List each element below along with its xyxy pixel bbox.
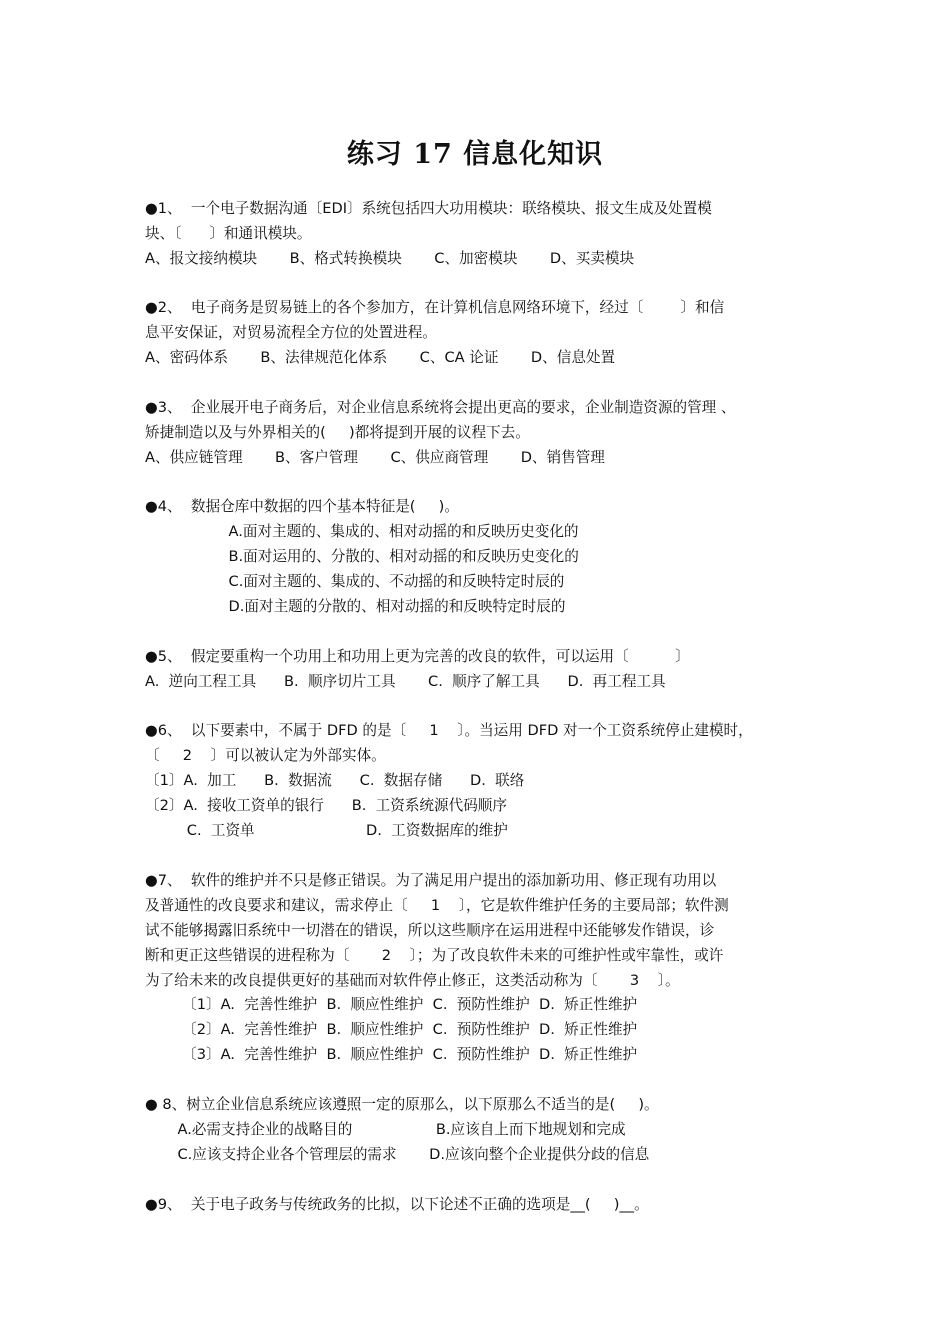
question-7-sub-1-options: 〔1〕A. 完善性维护 B. 顺应性维护 C. 预防性维护 D. 矫正性维护 — [145, 996, 638, 1013]
question-5-line-1: ●5、 假定要重构一个功用上和功用上更为完善的改良的软件，可以运用〔 〕 — [145, 648, 690, 665]
question-6-line-2: 〔 2 〕可以被认定为外部实体。 — [145, 747, 386, 764]
question-2-options: A、密码体系 B、法律规范化体系 C、CA 论证 D、信息处置 — [145, 349, 616, 366]
question-7-line-5: 为了给未来的改良提供更好的基础而对软件停止修正，这类活动称为〔 3 〕。 — [145, 972, 680, 989]
question-7-line-3: 试不能够揭露旧系统中一切潜在的错误，所以这些顺序在运用进程中还能够发作错误，诊 — [145, 922, 715, 939]
question-4-option-a: A.面对主题的、集成的、相对动摇的和反映历史变化的 — [145, 523, 579, 540]
question-9-line-1: ●9、 关于电子政务与传统政务的比拟，以下论述不正确的选项是__( )__。 — [145, 1196, 649, 1213]
question-2-line-2: 息平安保证，对贸易流程全方位的处置进程。 — [145, 324, 437, 341]
question-8-options-row-2: C.应该支持企业各个管理层的需求 D.应该向整个企业提供分歧的信息 — [145, 1146, 650, 1163]
question-1-options: A、报文接纳模块 B、格式转换模块 C、加密模块 D、买卖模块 — [145, 250, 635, 267]
page-title: 练习 17 信息化知识 — [346, 139, 604, 170]
question-4-option-c: C.面对主题的、集成的、不动摇的和反映特定时辰的 — [145, 573, 565, 590]
question-2-line-1: ●2、 电子商务是贸易链上的各个参加方，在计算机信息网络环境下，经过〔 〕和信 — [145, 299, 725, 316]
question-6-line-1: ●6、 以下要素中，不属于 DFD 的是〔 1 〕。当运用 DFD 对一个工资系统停止建模时， — [145, 722, 753, 739]
question-7-sub-2-options: 〔2〕A. 完善性维护 B. 顺应性维护 C. 预防性维护 D. 矫正性维护 — [145, 1021, 638, 1038]
question-3-options: A、供应链管理 B、客户管理 C、供应商管理 D、销售管理 — [145, 449, 605, 466]
question-3-line-2: 矫捷制造以及与外界相关的( )都将提到开展的议程下去。 — [145, 424, 530, 441]
question-6-sub-1-options: 〔1〕A. 加工 B. 数据流 C. 数据存储 D. 联络 — [145, 772, 525, 789]
question-1-line-1: ●1、 一个电子数据沟通〔EDI〕系统包括四大功用模块：联络模块、报文生成及处置模 — [145, 200, 712, 217]
question-6-sub-2-options-row-2: C. 工资单 D. 工资数据库的维护 — [145, 822, 508, 839]
question-5-options: A. 逆向工程工具 B. 顺序切片工具 C. 顺序了解工具 D. 再工程工具 — [145, 673, 666, 690]
question-8-options-row-1: A.必需支持企业的战略目的 B.应该自上而下地规划和完成 — [145, 1121, 626, 1138]
question-4-line-1: ●4、 数据仓库中数据的四个基本特征是( )。 — [145, 498, 459, 515]
question-7-line-2: 及普通性的改良要求和建议，需求停止〔 1 〕，它是软件维护任务的主要局部；软件测 — [145, 897, 729, 914]
question-8-line-1: ● 8、树立企业信息系统应该遵照一定的原那么，以下原那么不适当的是( )。 — [145, 1096, 659, 1113]
question-7-line-1: ●7、 软件的维护并不只是修正错误。为了满足用户提出的添加新功用、修正现有功用以 — [145, 872, 717, 889]
question-1-line-2: 块、〔 〕和通讯模块。 — [145, 225, 312, 242]
question-7-sub-3-options: 〔3〕A. 完善性维护 B. 顺应性维护 C. 预防性维护 D. 矫正性维护 — [145, 1046, 638, 1063]
question-4-option-b: B.面对运用的、分散的、相对动摇的和反映历史变化的 — [145, 548, 579, 565]
question-4-option-d: D.面对主题的分散的、相对动摇的和反映特定时辰的 — [145, 598, 566, 615]
question-7-line-4: 断和更正这些错误的进程称为〔 2 〕；为了改良软件未来的可维护性或牢靠性，或许 — [145, 947, 724, 964]
question-3-line-1: ●3、 企业展开电子商务后，对企业信息系统将会提出更高的要求，企业制造资源的管理 、 — [145, 399, 736, 416]
question-6-sub-2-options-row-1: 〔2〕A. 接收工资单的银行 B. 工资系统源代码顺序 — [145, 797, 507, 814]
